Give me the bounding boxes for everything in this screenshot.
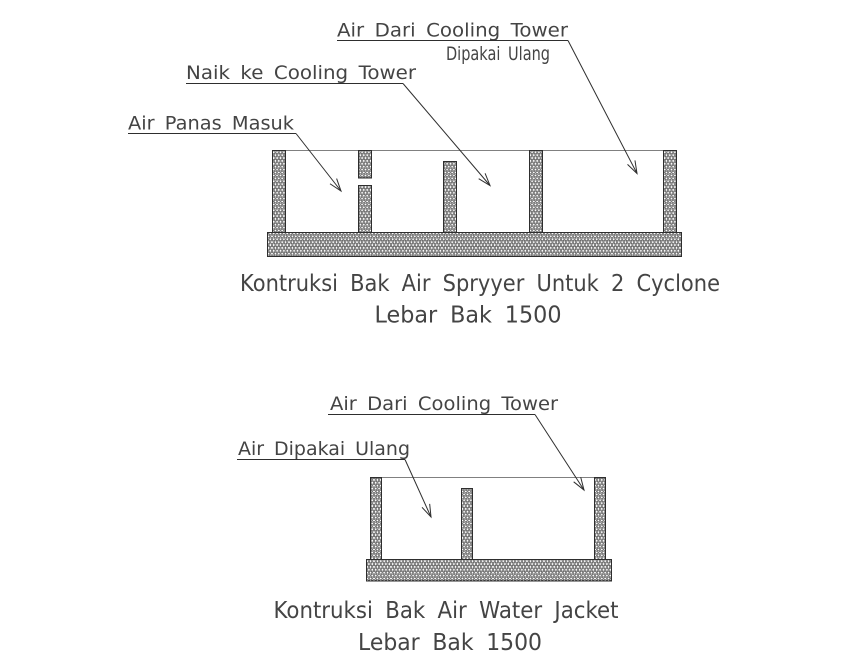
tank2-divider-short-wall: [462, 489, 473, 560]
tank2-left-wall: [371, 478, 382, 560]
leader-air-dari-cooling-tower-1: [568, 41, 637, 174]
label-air-dipakai-ulang: Air Dipakai Ulang: [238, 438, 410, 460]
tank1-caption-title: Kontruksi Bak Air Spryyer Untuk 2 Cyclone: [240, 271, 720, 297]
label-air-dari-cooling-tower-2: Air Dari Cooling Tower: [330, 393, 559, 415]
tank2-base-slab: [367, 560, 612, 582]
tank1-divider1-lower-segment: [359, 186, 372, 233]
tank1-divider3-wall: [530, 151, 543, 233]
label-air-dari-cooling-tower-1: Air Dari Cooling Tower: [337, 19, 569, 42]
leader-air-dari-cooling-tower-2: [535, 415, 584, 491]
spryyer-tank-diagram: [128, 20, 720, 329]
tank1-divider1-upper-segment: [359, 151, 372, 179]
tank1-left-wall: [273, 151, 286, 233]
tank2-right-wall: [595, 478, 606, 560]
label-naik-ke-cooling-tower: Naik ke Cooling Tower: [186, 62, 417, 84]
label-dipakai-ulang: Dipakai Ulang: [446, 43, 550, 65]
tank2-caption-width: Lebar Bak 1500: [358, 630, 542, 656]
tank1-caption-width: Lebar Bak 1500: [374, 302, 562, 329]
water-jacket-tank-diagram: [237, 393, 619, 656]
label-air-panas-masuk: Air Panas Masuk: [128, 112, 294, 135]
leader-air-dipakai-ulang: [405, 460, 431, 518]
tank2-caption-title: Kontruksi Bak Air Water Jacket: [273, 598, 619, 624]
tank1-right-wall: [664, 151, 677, 233]
tank1-base-slab: [268, 233, 682, 257]
leader-air-panas-masuk: [296, 134, 341, 192]
tank1-divider2-short-wall: [444, 162, 457, 233]
